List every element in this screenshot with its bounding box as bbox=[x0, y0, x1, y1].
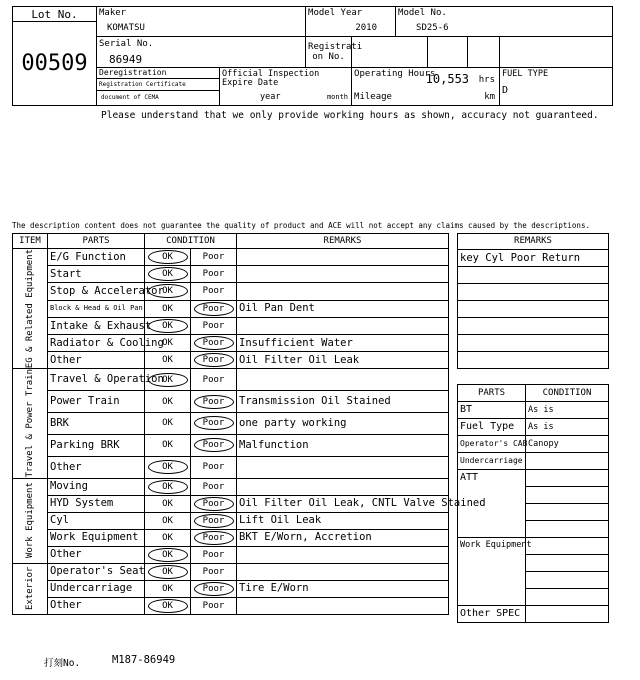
ok-cell bbox=[145, 352, 191, 369]
ok-cell bbox=[145, 597, 191, 614]
work-equipment-row bbox=[458, 538, 609, 555]
ok-cell bbox=[145, 434, 191, 456]
part-name: Operator's Seat bbox=[48, 563, 145, 580]
ok-mark: OK bbox=[162, 515, 173, 526]
parts-name: Fuel Type bbox=[458, 419, 526, 436]
fuel-type-value: D bbox=[502, 84, 509, 96]
remarks-line bbox=[458, 284, 609, 301]
table-row bbox=[13, 391, 449, 413]
remarks-cell bbox=[237, 456, 449, 478]
ok-mark: OK bbox=[148, 480, 188, 494]
serial-cell bbox=[97, 37, 306, 68]
poor-mark: Poor bbox=[202, 374, 225, 385]
poor-mark: Poor bbox=[194, 336, 234, 350]
table-row bbox=[13, 317, 449, 334]
remarks-cell: Tire E/Worn bbox=[237, 580, 449, 597]
poor-cell bbox=[191, 266, 237, 283]
table-row bbox=[13, 580, 449, 597]
ok-mark: OK bbox=[148, 548, 188, 562]
hrs-unit: hrs bbox=[478, 75, 496, 85]
ok-mark: OK bbox=[162, 396, 173, 407]
ok-cell bbox=[145, 283, 191, 300]
poor-mark: Poor bbox=[194, 353, 234, 367]
table-row bbox=[13, 597, 449, 614]
table-row bbox=[13, 495, 449, 512]
ok-mark: OK bbox=[162, 418, 173, 429]
part-name: Power Train bbox=[48, 391, 145, 413]
maker-value: KOMATSU bbox=[97, 22, 306, 37]
remarks-line bbox=[458, 335, 609, 352]
poor-mark: Poor bbox=[202, 566, 225, 577]
serial-label: Serial No. bbox=[99, 39, 154, 49]
poor-mark: Poor bbox=[194, 395, 234, 409]
item-group-label: Travel & Power Train bbox=[13, 369, 48, 478]
stamp-label: 打刻No. bbox=[44, 658, 81, 669]
remarks-header: REMARKS bbox=[458, 234, 609, 250]
parts-name: Operator's CAB bbox=[458, 436, 526, 453]
part-name: Other bbox=[48, 597, 145, 614]
operating-hours-value: 10,553 bbox=[425, 72, 470, 86]
att-value bbox=[526, 487, 609, 504]
remarks-cell bbox=[237, 317, 449, 334]
col-remarks-header: REMARKS bbox=[237, 234, 449, 249]
deregistration-cell bbox=[97, 68, 220, 91]
ok-mark: OK bbox=[148, 284, 188, 298]
parts-row bbox=[458, 419, 609, 436]
table-row bbox=[13, 334, 449, 351]
part-name: Radiator & Cooling bbox=[48, 334, 145, 351]
att-value bbox=[526, 470, 609, 487]
ok-mark: OK bbox=[148, 267, 188, 281]
table-row bbox=[13, 266, 449, 283]
item-group-label: Exterior bbox=[13, 563, 48, 614]
ok-mark: OK bbox=[162, 532, 173, 543]
remarks-cell bbox=[237, 597, 449, 614]
ok-mark: OK bbox=[148, 599, 188, 613]
registration-box-2 bbox=[468, 37, 500, 68]
ok-cell bbox=[145, 529, 191, 546]
table-row bbox=[13, 563, 449, 580]
remarks-line bbox=[458, 301, 609, 318]
remarks-cell bbox=[237, 283, 449, 300]
ok-cell bbox=[145, 546, 191, 563]
parts-row bbox=[458, 402, 609, 419]
parts-condition-col-header: CONDITION bbox=[526, 385, 609, 402]
table-row bbox=[13, 456, 449, 478]
work-equipment-label: Work Equipment bbox=[458, 538, 526, 606]
remarks-row bbox=[458, 267, 609, 284]
table-row bbox=[13, 512, 449, 529]
poor-cell bbox=[191, 512, 237, 529]
registration-value bbox=[352, 37, 428, 68]
poor-mark: Poor bbox=[202, 600, 225, 611]
ok-cell bbox=[145, 478, 191, 495]
table-row bbox=[13, 478, 449, 495]
operating-hours-label: Operating Hours bbox=[354, 69, 436, 79]
item-group-label: EG & Related Equipment bbox=[13, 249, 48, 369]
part-name: Other bbox=[48, 546, 145, 563]
part-name: Other bbox=[48, 352, 145, 369]
ok-cell bbox=[145, 412, 191, 434]
poor-cell bbox=[191, 434, 237, 456]
parts-condition: As is bbox=[526, 419, 609, 436]
table-row bbox=[13, 529, 449, 546]
remarks-cell bbox=[237, 249, 449, 266]
poor-cell bbox=[191, 580, 237, 597]
part-name: Travel & Operation bbox=[48, 369, 145, 391]
operating-hours-cell bbox=[352, 68, 500, 91]
poor-mark: Poor bbox=[194, 531, 234, 545]
poor-cell bbox=[191, 563, 237, 580]
col-parts-header: PARTS bbox=[48, 234, 145, 249]
item-group-label: Work Equipment bbox=[13, 478, 48, 563]
remarks-cell bbox=[237, 478, 449, 495]
deregistration-label: Deregistration bbox=[97, 68, 219, 79]
ok-cell bbox=[145, 563, 191, 580]
remarks-cell bbox=[237, 369, 449, 391]
year-label: year bbox=[260, 91, 281, 102]
other-spec-value bbox=[526, 606, 609, 623]
lot-number: 00509 bbox=[13, 22, 97, 106]
part-name: E/G Function bbox=[48, 249, 145, 266]
table-row bbox=[13, 546, 449, 563]
registration-label: Registrati on No. bbox=[306, 37, 352, 68]
serial-value: 86949 bbox=[109, 53, 143, 66]
part-name: Intake & Exhaust bbox=[48, 317, 145, 334]
model-no-value: SD25-6 bbox=[396, 22, 613, 37]
poor-cell bbox=[191, 391, 237, 413]
inspection-cell bbox=[220, 68, 352, 106]
registration-box-1 bbox=[428, 37, 468, 68]
remarks-table bbox=[457, 233, 609, 369]
ok-cell bbox=[145, 512, 191, 529]
part-name: Parking BRK bbox=[48, 434, 145, 456]
table-row bbox=[13, 300, 449, 317]
maker-label: Maker bbox=[97, 7, 306, 22]
ok-cell bbox=[145, 391, 191, 413]
ok-mark: OK bbox=[148, 250, 188, 264]
parts-name: Undercarriage bbox=[458, 453, 526, 470]
poor-mark: Poor bbox=[202, 481, 225, 492]
part-name: BRK bbox=[48, 412, 145, 434]
work-equipment-value bbox=[526, 538, 609, 555]
ok-mark: OK bbox=[148, 319, 188, 333]
col-condition-header: CONDITION bbox=[145, 234, 237, 249]
remarks-row bbox=[458, 301, 609, 318]
fuel-type-label: FUEL TYPE bbox=[502, 69, 549, 79]
table-row bbox=[13, 352, 449, 369]
disclaimer: The description content does not guarantee the quality of product and ACE will not accept any claims caused by the descriptions. bbox=[12, 221, 590, 230]
accuracy-notice: Please understand that we only provide working hours as shown, accuracy not guaranteed. bbox=[101, 110, 599, 121]
part-name: Block & Head & Oil Pan bbox=[48, 300, 145, 317]
model-year-label: Model Year bbox=[306, 7, 396, 22]
work-equipment-value bbox=[526, 589, 609, 606]
ok-mark: OK bbox=[162, 440, 173, 451]
poor-mark: Poor bbox=[202, 320, 225, 331]
poor-mark: Poor bbox=[202, 252, 225, 263]
model-no-label: Model No. bbox=[396, 7, 613, 22]
remarks-cell bbox=[237, 563, 449, 580]
fuel-type-cell bbox=[500, 68, 613, 106]
poor-cell bbox=[191, 369, 237, 391]
ok-cell bbox=[145, 317, 191, 334]
poor-mark: Poor bbox=[202, 286, 225, 297]
ok-mark: OK bbox=[148, 460, 188, 474]
ok-cell bbox=[145, 300, 191, 317]
header-table bbox=[12, 6, 613, 106]
part-name: Other bbox=[48, 456, 145, 478]
remarks-line bbox=[458, 318, 609, 335]
table-row bbox=[13, 283, 449, 300]
remarks-cell: Oil Filter Oil Leak bbox=[237, 352, 449, 369]
remarks-cell: one party working bbox=[237, 412, 449, 434]
remarks-cell: Transmission Oil Stained bbox=[237, 391, 449, 413]
remarks-row bbox=[458, 318, 609, 335]
poor-cell bbox=[191, 283, 237, 300]
part-name: Work Equipment bbox=[48, 529, 145, 546]
parts-condition bbox=[526, 453, 609, 470]
poor-mark: Poor bbox=[194, 582, 234, 596]
poor-mark: Poor bbox=[194, 416, 234, 430]
poor-cell bbox=[191, 334, 237, 351]
remarks-cell bbox=[237, 266, 449, 283]
km-unit: km bbox=[484, 91, 496, 102]
table-row bbox=[13, 434, 449, 456]
poor-cell bbox=[191, 300, 237, 317]
parts-condition: As is bbox=[526, 402, 609, 419]
poor-cell bbox=[191, 317, 237, 334]
remarks-cell: Lift Oil Leak bbox=[237, 512, 449, 529]
remarks-line bbox=[458, 267, 609, 284]
other-spec-row bbox=[458, 606, 609, 623]
table-row bbox=[13, 412, 449, 434]
remarks-row bbox=[458, 284, 609, 301]
table-row bbox=[13, 369, 449, 391]
remarks-row bbox=[458, 250, 609, 267]
part-name: Undercarriage bbox=[48, 580, 145, 597]
work-equipment-value bbox=[526, 572, 609, 589]
parts-condition: Canopy bbox=[526, 436, 609, 453]
poor-cell bbox=[191, 597, 237, 614]
part-name: Moving bbox=[48, 478, 145, 495]
part-name: HYD System bbox=[48, 495, 145, 512]
poor-mark: Poor bbox=[202, 269, 225, 280]
ok-mark: OK bbox=[148, 565, 188, 579]
remarks-line bbox=[458, 352, 609, 369]
table-row bbox=[13, 249, 449, 266]
remarks-cell bbox=[237, 546, 449, 563]
model-year-value: 2010 bbox=[306, 22, 396, 37]
att-label: ATT bbox=[458, 470, 526, 538]
ok-mark: OK bbox=[148, 373, 188, 387]
poor-cell bbox=[191, 412, 237, 434]
parts-col-header: PARTS bbox=[458, 385, 526, 402]
poor-mark: Poor bbox=[194, 497, 234, 511]
att-row bbox=[458, 470, 609, 487]
parts-row bbox=[458, 436, 609, 453]
ok-mark: OK bbox=[162, 337, 173, 348]
month-label: month bbox=[326, 93, 349, 102]
ok-cell bbox=[145, 580, 191, 597]
att-value bbox=[526, 521, 609, 538]
poor-cell bbox=[191, 249, 237, 266]
poor-mark: Poor bbox=[202, 462, 225, 473]
poor-mark: Poor bbox=[194, 302, 234, 316]
poor-cell bbox=[191, 456, 237, 478]
poor-cell bbox=[191, 352, 237, 369]
col-item-header: ITEM bbox=[13, 234, 48, 249]
remarks-cell: BKT E/Worn, Accretion bbox=[237, 529, 449, 546]
work-equipment-value bbox=[526, 555, 609, 572]
part-name: Stop & Accelerator bbox=[48, 283, 145, 300]
part-name: Cyl bbox=[48, 512, 145, 529]
att-value bbox=[526, 504, 609, 521]
poor-cell bbox=[191, 546, 237, 563]
poor-cell bbox=[191, 478, 237, 495]
ok-cell bbox=[145, 369, 191, 391]
part-name: Start bbox=[48, 266, 145, 283]
parts-table bbox=[457, 384, 609, 623]
stamp-value: M187-86949 bbox=[112, 654, 176, 666]
ok-cell bbox=[145, 266, 191, 283]
poor-cell bbox=[191, 529, 237, 546]
inspection-label: Official Inspection Expire Date bbox=[222, 69, 320, 89]
remarks-row bbox=[458, 335, 609, 352]
reg-cert-label: Registration Certificate bbox=[99, 81, 186, 88]
mileage-cell bbox=[352, 91, 500, 106]
ok-mark: OK bbox=[162, 303, 173, 314]
other-spec-label: Other SPEC bbox=[458, 606, 526, 623]
lot-label: Lot No. bbox=[13, 7, 97, 22]
ok-cell bbox=[145, 495, 191, 512]
remarks-cell: Malfunction bbox=[237, 434, 449, 456]
ok-mark: OK bbox=[162, 498, 173, 509]
remarks-line: key Cyl Poor Return bbox=[458, 250, 609, 267]
remarks-cell: Oil Pan Dent bbox=[237, 300, 449, 317]
ok-mark: OK bbox=[162, 355, 173, 366]
parts-row bbox=[458, 453, 609, 470]
parts-name: BT bbox=[458, 402, 526, 419]
registration-box-3 bbox=[500, 37, 613, 68]
doc-cema-label: document of CEMA bbox=[101, 94, 159, 101]
remarks-row bbox=[458, 352, 609, 369]
ok-cell bbox=[145, 456, 191, 478]
ok-cell bbox=[145, 249, 191, 266]
ok-cell bbox=[145, 334, 191, 351]
poor-mark: Poor bbox=[202, 549, 225, 560]
doc-cema-cell bbox=[97, 91, 220, 106]
mileage-label: Mileage bbox=[354, 92, 392, 103]
remarks-cell: Oil Filter Oil Leak, CNTL Valve Stained bbox=[237, 495, 449, 512]
ok-mark: OK bbox=[162, 583, 173, 594]
poor-cell bbox=[191, 495, 237, 512]
poor-mark: Poor bbox=[194, 514, 234, 528]
poor-mark: Poor bbox=[194, 438, 234, 452]
remarks-cell: Insufficient Water bbox=[237, 334, 449, 351]
